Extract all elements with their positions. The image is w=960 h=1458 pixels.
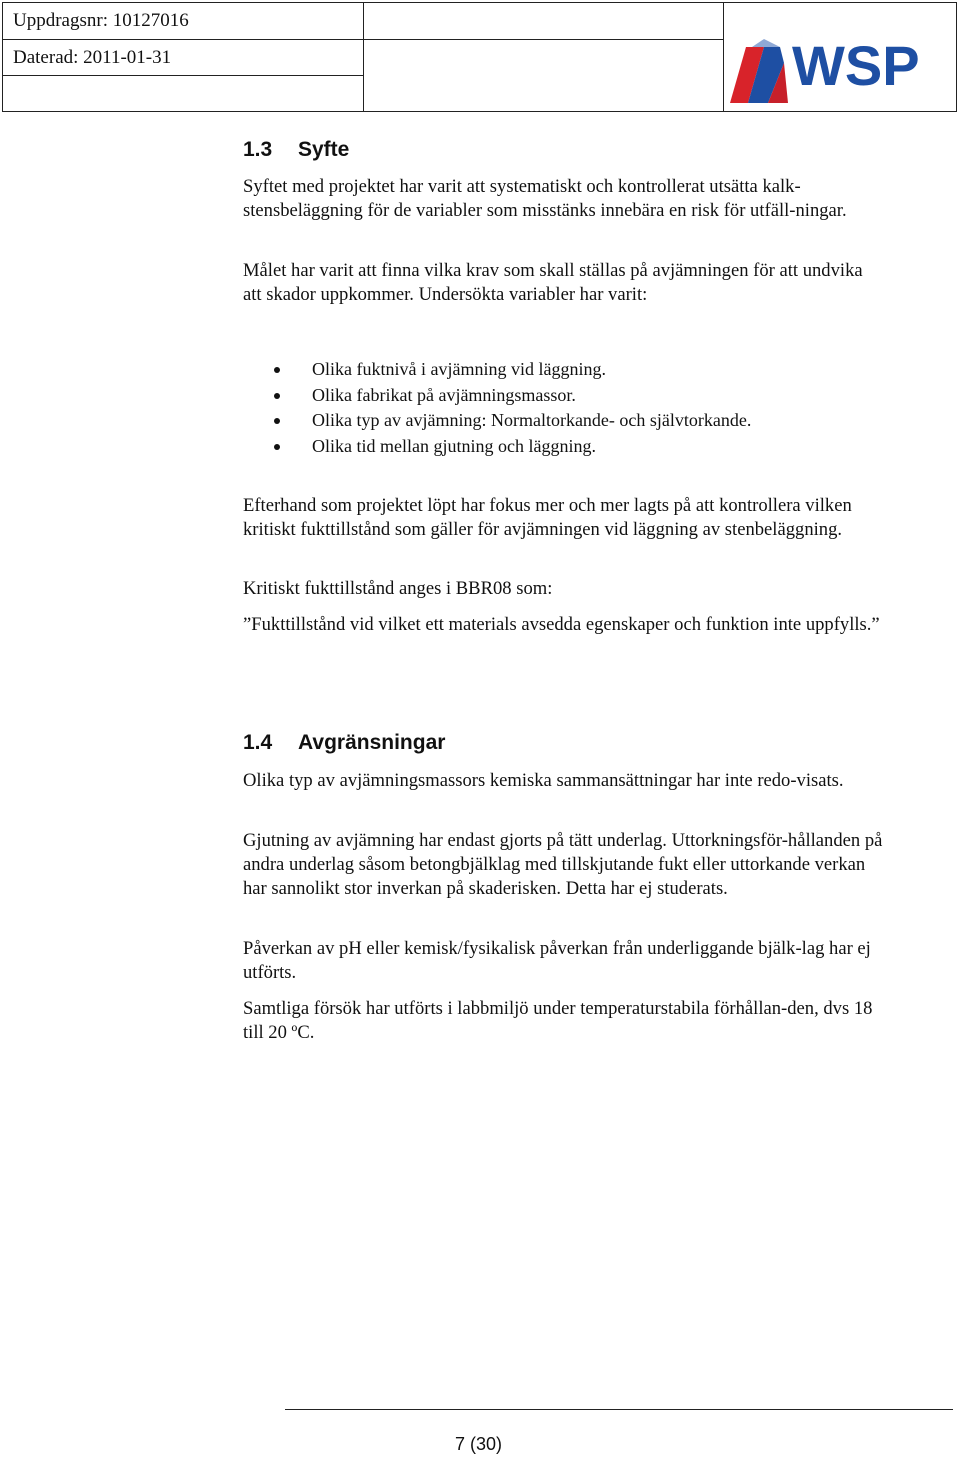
section-number: 1.4 <box>243 731 273 754</box>
header-cell-logo <box>723 2 957 112</box>
section-heading-1-4 <box>243 731 445 755</box>
section-heading-1-3 <box>243 138 349 162</box>
document-header <box>2 2 957 112</box>
section-number: 1.3 <box>243 138 273 161</box>
header-cell-date <box>2 39 364 76</box>
paragraph-limitation-1: Olika typ av avjämningsmassors kemiska sammansättningar har inte redo-visats. <box>243 770 844 791</box>
bullet-icon <box>274 393 280 399</box>
page-number: 7 (30) <box>455 1434 503 1454</box>
bullet-icon <box>274 418 280 424</box>
header-cell-middle-top <box>363 2 724 40</box>
list-item: Olika fabrikat på avjämningsmassor. <box>272 383 751 409</box>
footer-divider <box>285 1409 953 1410</box>
quote-definition: ”Fukttillstånd vid vilket ett materials avsedda egenskaper och funktion inte uppfylls.” <box>243 614 880 635</box>
wsp-logo <box>724 3 958 113</box>
header-cell-empty <box>2 75 364 112</box>
header-cell-middle-bottom <box>363 39 724 112</box>
list-item: Olika tid mellan gjutning och läggning. <box>272 434 751 460</box>
paragraph-goal: Målet har varit att finna vilka krav som skall ställas på avjämningen för att undvika att skador uppkommer. Undersökta variabler har varit: <box>243 260 863 305</box>
bullet-icon <box>274 444 280 450</box>
paragraph-purpose: Syftet med projektet har varit att systematiskt och kontrollerat utsätta kalk-stensbeläggning för de variabler som misstänks innebära en risk för utfäll-ningar. <box>243 176 847 221</box>
section-title: Syfte <box>298 138 350 161</box>
paragraph-bbr: Kritiskt fukttillstånd anges i BBR08 som: <box>243 578 553 599</box>
logo-wordmark: WSP <box>792 34 920 97</box>
bullet-icon <box>274 367 280 373</box>
assignment-number: Uppdragsnr: 10127016 <box>13 10 189 31</box>
document-date: Daterad: 2011-01-31 <box>13 47 172 68</box>
header-cell-assignment <box>2 2 364 40</box>
list-item: Olika typ av avjämning: Normaltorkande- och självtorkande. <box>272 408 751 434</box>
variables-list <box>272 357 751 459</box>
paragraph-limitation-3: Påverkan av pH eller kemisk/fysikalisk påverkan från underliggande bjälk-lag har ej utförts. <box>243 938 871 983</box>
paragraph-limitation-2: Gjutning av avjämning har endast gjorts på tätt underlag. Uttorkningsför-hållanden på andra underlag såsom betongbjälklag med tillskjutande fukt eller uttorkande verkan har sannolikt stor inverkan på skaderisken. Detta har ej studerats. <box>243 830 883 899</box>
list-item: Olika fuktnivå i avjämning vid läggning. <box>272 357 751 383</box>
paragraph-limitation-4: Samtliga försök har utförts i labbmiljö under temperaturstabila förhållan-den, dvs 18 till 20 ºC. <box>243 998 873 1043</box>
paragraph-focus: Efterhand som projektet löpt har fokus mer och mer lagts på att kontrollera vilken kritiskt fukttillstånd som gäller för avjämningen vid läggning av stenbeläggning. <box>243 495 852 540</box>
section-title: Avgränsningar <box>298 731 446 754</box>
